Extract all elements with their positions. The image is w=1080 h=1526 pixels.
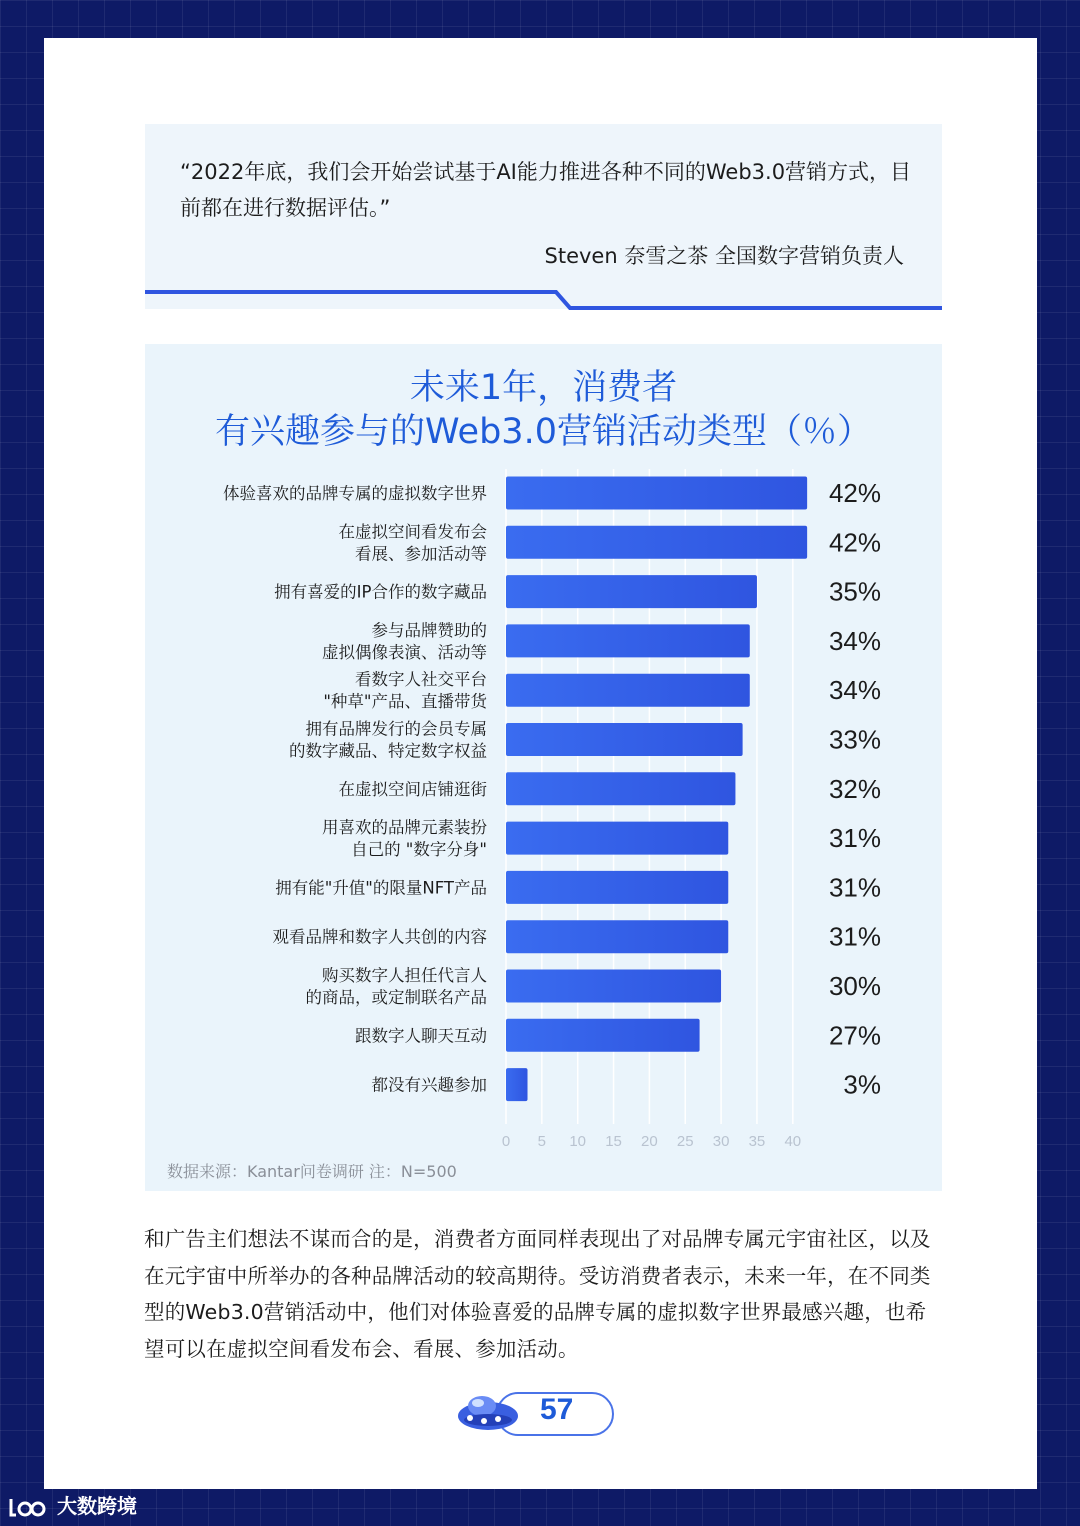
bar [506,920,728,953]
x-tick-label: 30 [712,1133,730,1150]
chart-panel [145,344,942,1191]
value-label: 42% [828,527,881,558]
x-tick-label: 10 [569,1133,587,1150]
category-label: 看数字人社交平台"种草"产品、直播带货 [323,670,487,712]
quote-box [145,124,942,309]
page-number-badge [452,1384,622,1444]
value-label: 31% [828,823,881,854]
watermark-logo-icon [8,1495,46,1521]
category-label: 体验喜欢的品牌专属的虚拟数字世界 [223,484,487,503]
bar [506,822,728,855]
page-number: 57 [540,1393,574,1426]
bar [506,575,757,608]
source-note: 数据来源：Kantar问卷调研 注：N=500 [167,1162,457,1181]
x-tick-label: 0 [501,1133,511,1150]
value-label: 30% [828,971,881,1001]
category-label: 都没有兴趣参加 [371,1075,487,1095]
bar [506,526,807,559]
category-label: 拥有能"升值"的限量NFT产品 [275,878,487,898]
bar [506,477,807,510]
x-tick-label: 20 [641,1133,658,1150]
quote-text: “2022年底，我们会开始尝试基于AI能力推进各种不同的Web3.0营销方式，目前都在进行数据评估。” [180,160,912,220]
spaceship-mascot-icon [452,1384,532,1444]
bar-chart [145,344,942,1191]
value-label: 34% [828,675,881,706]
chart-title-line2: 有兴趣参与的Web3.0营销活动类型（％） [215,412,872,452]
value-label: 3% [843,1069,881,1100]
category-label: 观看品牌和数字人共创的内容 [272,927,487,947]
x-tick-label: 5 [537,1133,547,1150]
category-label: 购买数字人担任代言人的商品，或定制联名产品 [305,966,487,1007]
value-label: 33% [828,724,881,755]
watermark-text: 大数跨境 [56,1494,137,1518]
chart-title-line1: 未来1年，消费者 [409,368,678,408]
value-label: 31% [828,872,881,903]
bar [506,674,750,707]
bar [506,723,743,756]
value-label: 35% [828,576,881,607]
bar [506,1068,528,1101]
bar [506,1019,700,1052]
x-tick-label: 35 [748,1133,766,1150]
category-label: 用喜欢的品牌元素装扮自己的 "数字分身" [322,818,487,860]
category-label: 参与品牌赞助的虚拟偶像表演、活动等 [322,620,487,662]
bar [506,970,721,1003]
value-label: 32% [828,773,881,804]
quote-author: Steven 奈雪之茶 全国数字营销负责人 [544,244,904,268]
body-paragraph: 和广告主们想法不谋而合的是，消费者方面同样表现出了对品牌专属元宇宙社区，以及在元宇宙中所举办的各种品牌活动的较高期待。受访消费者表示，未来一年，在不同类型的Web3.0营销活动中，他们对体验喜爱的品牌专属的虚拟数字世界最感兴趣，也希望可以在虚拟空间看发布会、看展、参加活动。 [144,1227,931,1361]
bar [506,772,735,805]
category-label: 在虚拟空间看发布会看展、参加活动等 [338,522,487,564]
report-page [44,38,1037,1489]
value-label: 27% [828,1020,881,1051]
quote-divider [145,284,945,314]
x-tick-label: 40 [784,1133,802,1150]
x-tick-label: 25 [676,1133,694,1150]
x-tick-label: 15 [605,1133,622,1150]
value-label: 42% [828,478,881,508]
watermark [8,1490,137,1521]
category-label: 跟数字人聊天互动 [355,1026,487,1046]
category-label: 拥有喜爱的IP合作的数字藏品 [274,582,487,602]
bar [506,624,750,657]
bar [506,871,728,904]
value-label: 34% [828,625,881,656]
category-label: 在虚拟空间店铺逛街 [338,779,487,799]
value-label: 31% [828,921,881,952]
category-label: 拥有品牌发行的会员专属的数字藏品、特定数字权益 [289,719,487,761]
